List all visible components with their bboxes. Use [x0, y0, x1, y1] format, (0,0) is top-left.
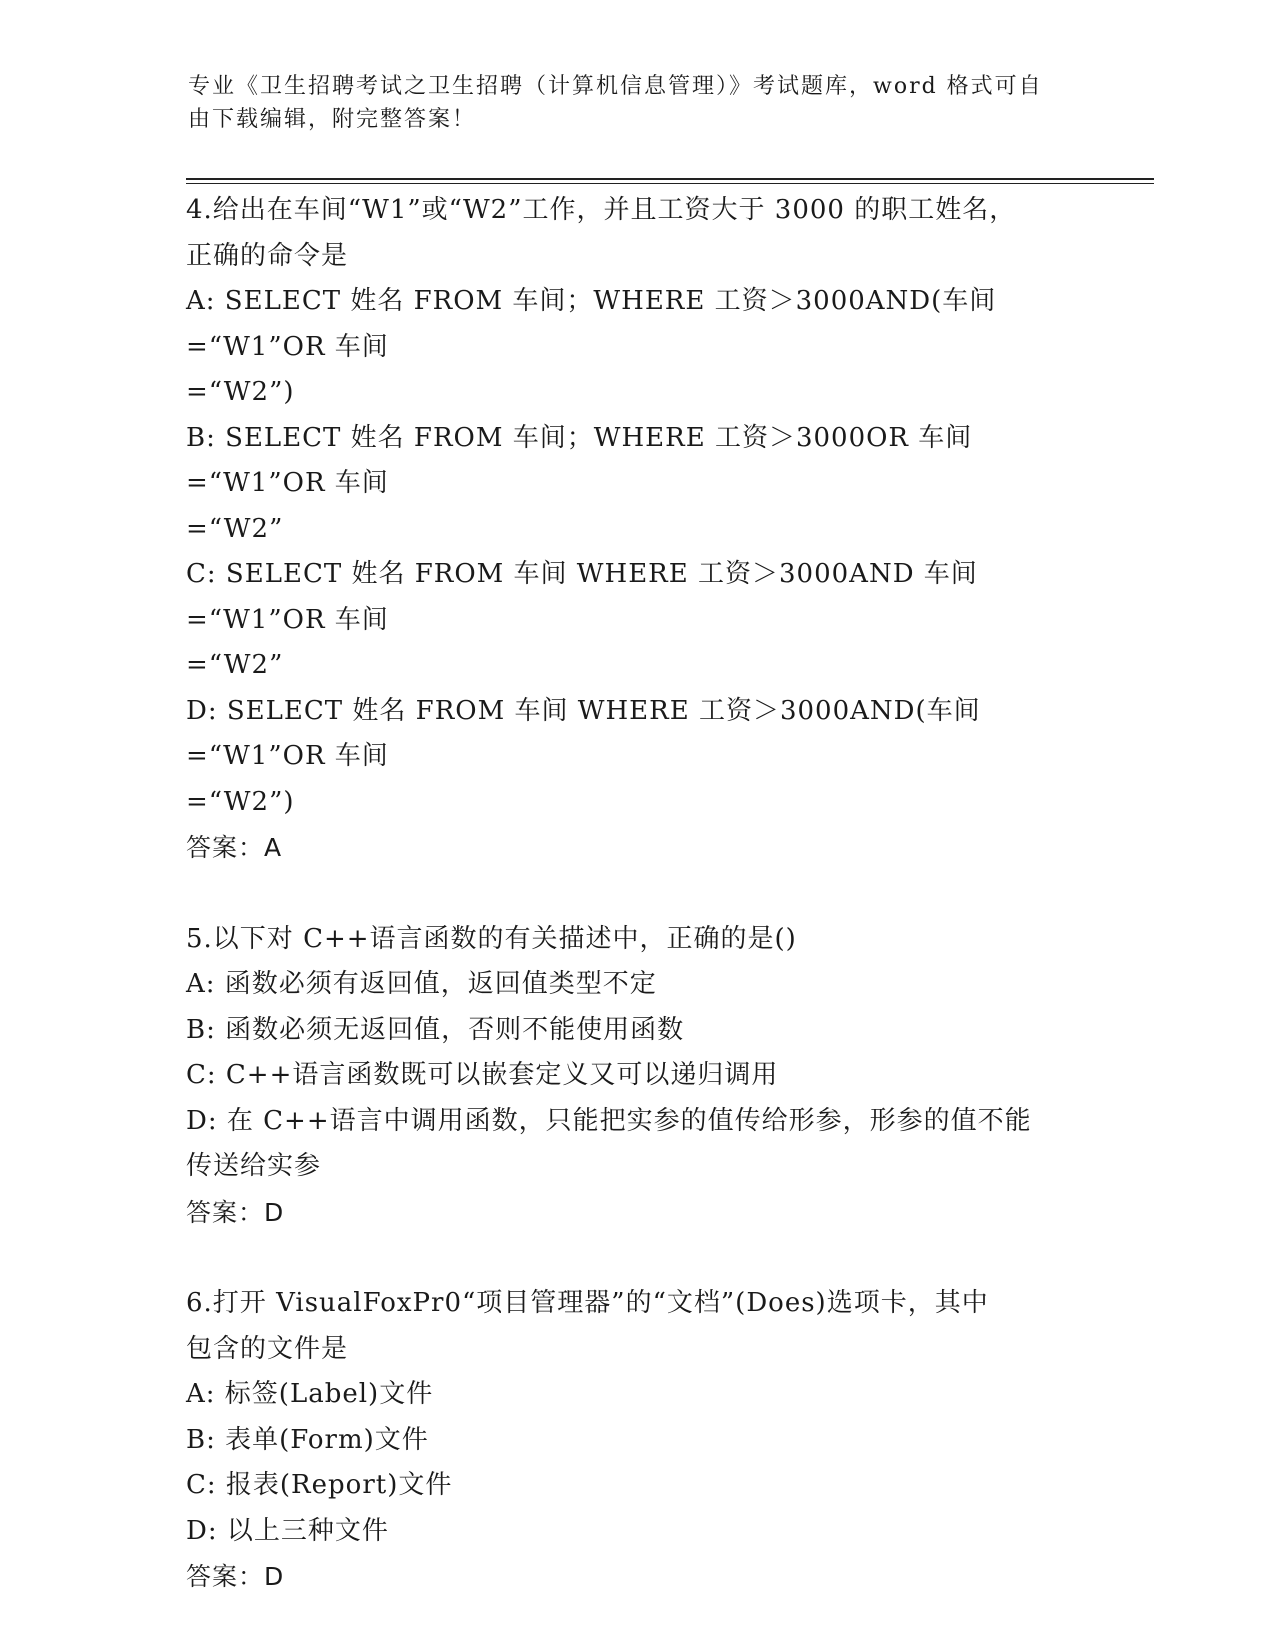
option-b: B: 表单(Form)文件 [186, 1424, 429, 1455]
option-d-continued: 传送给实参 [186, 1151, 322, 1181]
option-d: D: 以上三种文件 [186, 1515, 389, 1546]
header-divider-thin [186, 183, 1154, 184]
option-a-continued: =“W2”) [186, 377, 295, 407]
question-6 [186, 1281, 1086, 1600]
answer-label: 答案：D [186, 1562, 285, 1591]
answer-label: 答案：A [186, 833, 283, 862]
answer-label: 答案：D [186, 1197, 285, 1227]
option-b-continued: =“W2” [186, 513, 284, 544]
header-divider-thick [186, 178, 1154, 180]
option-c: C: SELECT 姓名 FROM 车间 WHERE 工资＞3000AND 车间=“W1”OR 车间 [186, 559, 978, 635]
question-4 [186, 188, 1086, 871]
option-a: A: 函数必须有返回值，返回值类型不定 [186, 969, 657, 999]
header-line-1: 专业《卫生招聘考试之卫生招聘（计算机信息管理）》考试题库，word 格式可自 [188, 74, 1043, 99]
question-stem: 5.以下对 C++语言函数的有关描述中，正确的是() [186, 923, 797, 954]
option-b: B: 函数必须无返回值，否则不能使用函数 [186, 1014, 685, 1045]
option-d: D: SELECT 姓名 FROM 车间 WHERE 工资＞3000AND(车间=“W1”OR 车间 [186, 695, 981, 771]
option-a: A: 标签(Label)文件 [186, 1379, 434, 1409]
question-stem: 6.打开 VisualFoxPr0“项目管理器”的“文档”(Does)选项卡，其中 [186, 1288, 989, 1318]
option-d: D: 在 C++语言中调用函数，只能把实参的值传给形参，形参的值不能 [186, 1105, 1032, 1136]
option-c: C: C++语言函数既可以嵌套定义又可以递归调用 [186, 1060, 779, 1090]
option-b: B: SELECT 姓名 FROM 车间；WHERE 工资＞3000OR 车间=“W1”OR 车间 [186, 422, 973, 498]
document-header [188, 70, 1088, 136]
option-c-continued: =“W2” [186, 650, 284, 680]
option-d-continued: =“W2”) [186, 786, 295, 817]
question-stem: 4.给出在车间“W1”或“W2”工作，并且工资大于 3000 的职工姓名， [186, 195, 1017, 225]
question-stem: 正确的命令是 [186, 240, 349, 271]
option-c: C: 报表(Report)文件 [186, 1470, 453, 1500]
option-a: A: SELECT 姓名 FROM 车间；WHERE 工资＞3000AND(车间=“W1”OR 车间 [186, 286, 997, 362]
question-5 [186, 917, 1086, 1236]
question-list [186, 188, 1086, 1600]
question-stem: 包含的文件是 [186, 1333, 349, 1364]
header-line-2: 由下载编辑，附完整答案！ [188, 107, 477, 132]
